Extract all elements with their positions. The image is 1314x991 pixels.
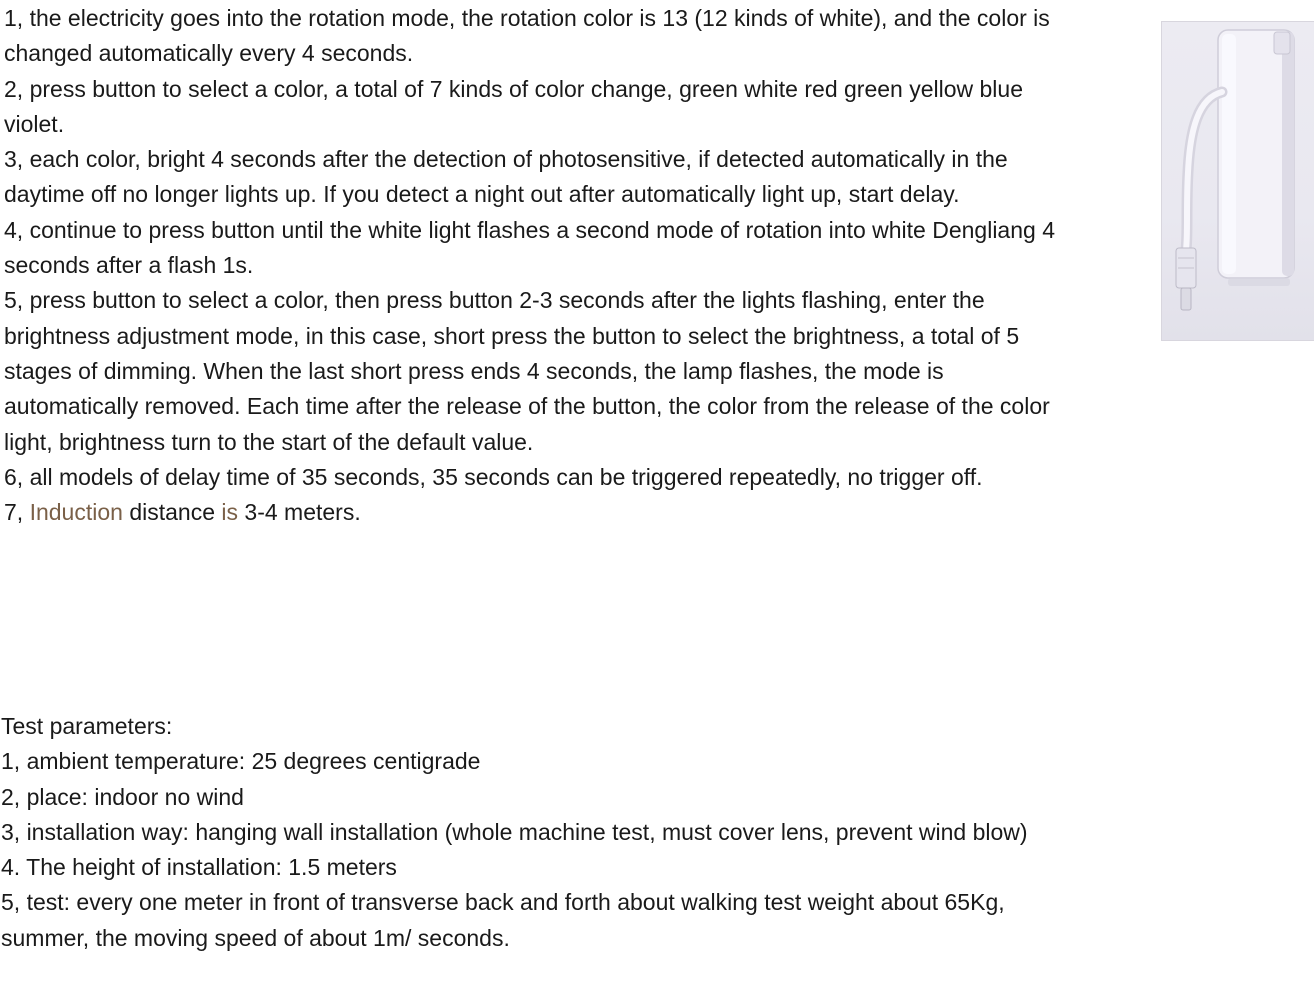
instruction-list	[4, 1, 1064, 530]
instruction-item-6: 6, all models of delay time of 35 seconds, 35 seconds can be triggered repeatedly, no trigger off.	[4, 463, 983, 490]
parameter-item-5: 5, test: every one meter in front of transverse back and forth about walking test weight about 65Kg, summer, the moving speed of about 1m/ seconds.	[1, 889, 1005, 951]
instruction-item-4: 4, continue to press button until the white light flashes a second mode of rotation into white Dengliang 4 seconds after a flash 1s.	[4, 216, 1055, 279]
parameter-item-2: 2, place: indoor no wind	[1, 783, 244, 810]
induction-word: Induction	[29, 499, 123, 526]
instruction-item-3: 3, each color, bright 4 seconds after the detection of photosensitive, if detected automatically in the daytime off no longer lights up. If you detect a night out after automatically light up, start delay.	[4, 146, 1008, 208]
instruction-item-2: 2, press button to select a color, a total of 7 kinds of color change, green white red green yellow blue violet.	[4, 75, 1023, 137]
product-photo	[1161, 21, 1314, 341]
induction-middle: distance	[122, 499, 222, 526]
parameter-item-1: 1, ambient temperature: 25 degrees centigrade	[1, 748, 481, 775]
instruction-item-5: 5, press button to select a color, then press button 2-3 seconds after the lights flashing, enter the brightness adjustment mode, in this case, short press the button to select the brightness, a total of 5 stages of dimming. When the last short press ends 4 seconds, the lamp flashes, the mode is automatically removed. Each time after the release of the button, the color from the release of the color light, brightness turn to the start of the default value.	[4, 287, 1050, 455]
parameter-item-3: 3, installation way: hanging wall installation (whole machine test, must cover lens, prevent wind blow)	[1, 818, 1028, 845]
test-parameters-section	[1, 709, 1061, 956]
test-parameters-title: Test parameters:	[1, 713, 173, 739]
wall-lamp-illustration	[1162, 22, 1314, 340]
induction-is-word: is	[221, 499, 239, 526]
instruction-item-7	[4, 495, 1064, 530]
test-parameters-list	[1, 744, 1061, 956]
parameter-item-4: 4. The height of installation: 1.5 meters	[1, 854, 397, 881]
induction-suffix: 3-4 meters.	[238, 499, 361, 526]
induction-prefix: 7,	[4, 499, 30, 526]
instruction-item-1: 1, the electricity goes into the rotation mode, the rotation color is 13 (12 kinds of white), and the color is changed automatically every 4 seconds.	[4, 5, 1050, 67]
